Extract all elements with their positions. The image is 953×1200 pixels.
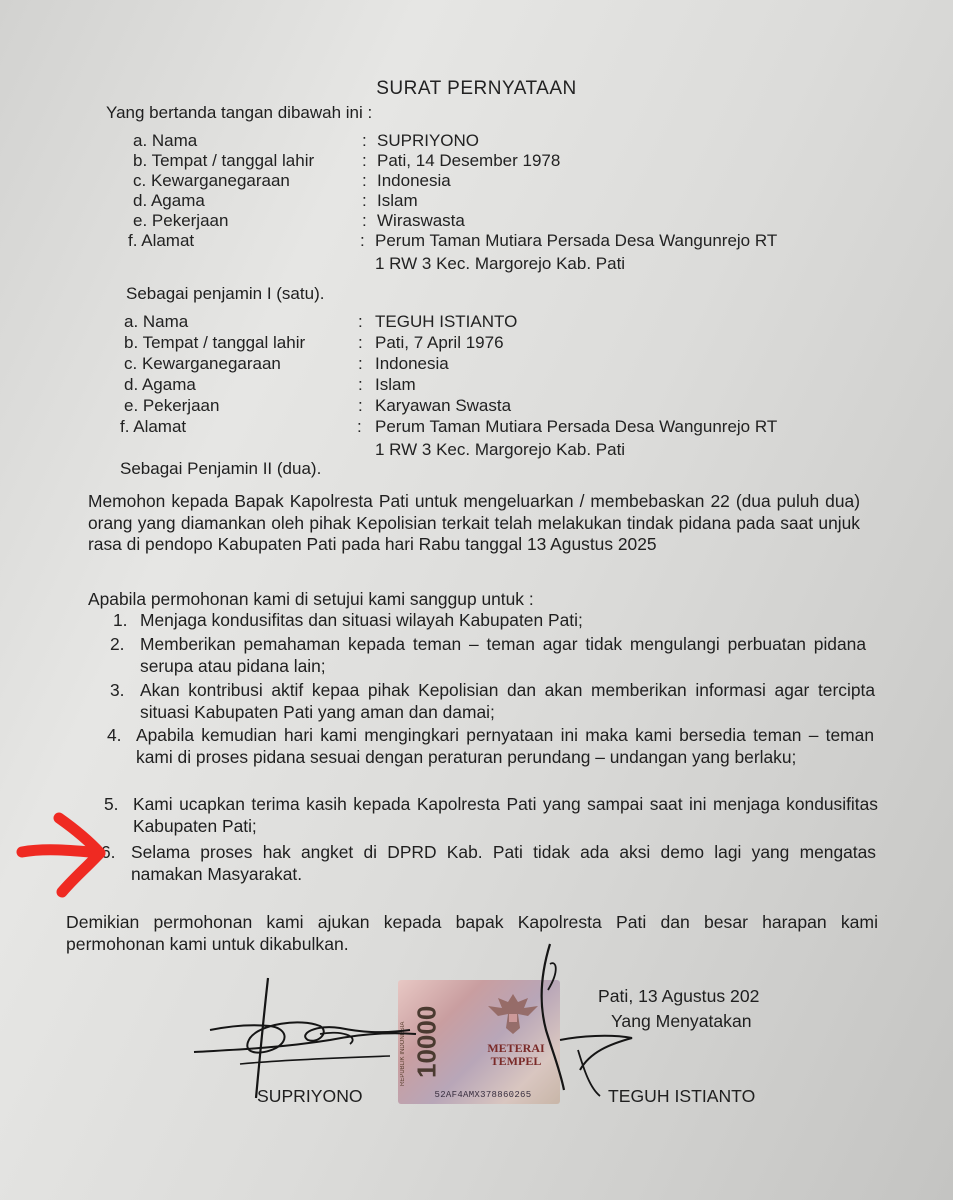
p2-colon: : (358, 354, 363, 373)
p2-value-alamat: Perum Taman Mutiara Persada Desa Wangunrejo RT (375, 417, 778, 436)
p2-label-alamat: f. Alamat (120, 417, 187, 436)
p2-label-agama: d. Agama (124, 375, 196, 394)
p1-value-agama: Islam (377, 191, 418, 210)
condition-number: 2. (110, 634, 125, 654)
conditions-intro: Apabila permohonan kami di setujui kami sanggup untuk : (88, 589, 534, 609)
p2-value-alamat-line2: 1 RW 3 Kec. Margorejo Kab. Pati (375, 440, 626, 459)
p2-value-agama: Islam (375, 375, 416, 394)
signer-caption: Yang Menyatakan (611, 1011, 752, 1031)
p1-colon: : (362, 191, 367, 210)
signature-teguh-icon (520, 940, 640, 1100)
stamp-denomination: 10000 (411, 1005, 442, 1079)
p1-value-nama: SUPRIYONO (377, 131, 480, 150)
stamp-label-line2: TEMPEL (490, 1054, 542, 1068)
p1-label-alamat: f. Alamat (128, 231, 195, 250)
intro-line: Yang bertanda tangan dibawah ini : (106, 103, 373, 122)
condition-number: 1. (113, 610, 128, 630)
p2-colon: : (358, 312, 363, 331)
p2-colon: : (357, 417, 362, 436)
p1-label-pekerjaan: e. Pekerjaan (133, 211, 229, 230)
p1-label-ttl: b. Tempat / tanggal lahir (133, 151, 315, 170)
red-arrow-icon (14, 812, 106, 898)
condition-number: 3. (110, 680, 125, 700)
condition-text: Menjaga kondusifitas dan situasi wilayah Kabupaten Pati; (140, 610, 583, 630)
p1-value-alamat: Perum Taman Mutiara Persada Desa Wangunrejo RT (375, 231, 778, 250)
closing-paragraph: Demikian permohonan kami ajukan kepada bapak Kapolresta Pati dan besar harapan kami permohonan kami untuk dikabulkan. (66, 912, 878, 954)
p1-colon: : (362, 171, 367, 190)
p1-role: Sebagai penjamin I (satu). (126, 284, 325, 303)
p2-label-ttl: b. Tempat / tanggal lahir (124, 333, 306, 352)
condition-number: 4. (107, 725, 122, 745)
p2-role: Sebagai Penjamin II (dua). (120, 459, 322, 478)
stamp-label-line1: METERAI (487, 1041, 545, 1055)
p1-label-agama: d. Agama (133, 191, 205, 210)
place-date: Pati, 13 Agustus 202 (598, 986, 760, 1006)
p1-colon: : (362, 211, 367, 230)
stamp-side-text: REPUBLIK INDONESIA (400, 1021, 406, 1086)
p2-label-nama: a. Nama (124, 312, 189, 331)
p1-colon: : (360, 231, 365, 250)
condition-text: Akan kontribusi aktif kepaa pihak Kepolisian dan akan memberikan informasi agar tercipta situasi Kabupaten Pati yang aman dan damai; (140, 680, 875, 722)
p1-label-nama: a. Nama (133, 131, 198, 150)
condition-text: Kami ucapkan terima kasih kepada Kapolresta Pati yang sampai saat ini menjaga kondusifitas Kabupaten Pati; (133, 794, 878, 836)
condition-text: Memberikan pemahaman kepada teman – teman agar tidak mengulangi perbuatan pidana serupa atau pidana lain; (140, 634, 866, 676)
p1-label-kewarganegaraan: c. Kewarganegaraan (133, 171, 290, 190)
condition-text: Selama proses hak angket di DPRD Kab. Pati tidak ada aksi demo lagi yang mengatas namakan Masyarakat. (131, 842, 876, 884)
p2-value-kewarganegaraan: Indonesia (375, 354, 449, 373)
p1-colon: : (362, 131, 367, 150)
p2-value-nama: TEGUH ISTIANTO (375, 312, 518, 331)
condition-number: 6. (101, 842, 116, 862)
p1-value-kewarganegaraan: Indonesia (377, 171, 451, 190)
p1-value-ttl: Pati, 14 Desember 1978 (377, 151, 561, 170)
signer2-name: TEGUH ISTIANTO (608, 1086, 756, 1106)
stamp-serial: 52AF4AMX378860265 (434, 1090, 532, 1100)
p1-colon: : (362, 151, 367, 170)
p2-colon: : (358, 375, 363, 394)
p2-label-pekerjaan: e. Pekerjaan (124, 396, 220, 415)
p2-value-pekerjaan: Karyawan Swasta (375, 396, 512, 415)
p1-value-alamat-line2: 1 RW 3 Kec. Margorejo Kab. Pati (375, 254, 626, 273)
request-paragraph: Memohon kepada Bapak Kapolresta Pati untuk mengeluarkan / membebaskan 22 (dua puluh dua) orang yang diamankan oleh pihak Kepolisian terkait telah melakukan tindak pidana pada saat unjuk rasa di pendopo Kabupaten Pati pada hari Rabu tanggal 13 Agustus 2025 (88, 491, 860, 554)
condition-number: 5. (104, 794, 119, 814)
document-title: SURAT PERNYATAAN (376, 78, 577, 99)
condition-text: Apabila kemudian hari kami mengingkari pernyataan ini maka kami bersedia teman – teman kami di proses pidana sesuai dengan peraturan perundang – undangan yang berlaku; (136, 725, 874, 767)
p2-value-ttl: Pati, 7 April 1976 (375, 333, 504, 352)
signer1-name: SUPRIYONO (257, 1086, 363, 1106)
signature-supriyono-icon (190, 974, 420, 1104)
p2-colon: : (358, 396, 363, 415)
p2-colon: : (358, 333, 363, 352)
p1-value-pekerjaan: Wiraswasta (377, 211, 465, 230)
p2-label-kewarganegaraan: c. Kewarganegaraan (124, 354, 281, 373)
